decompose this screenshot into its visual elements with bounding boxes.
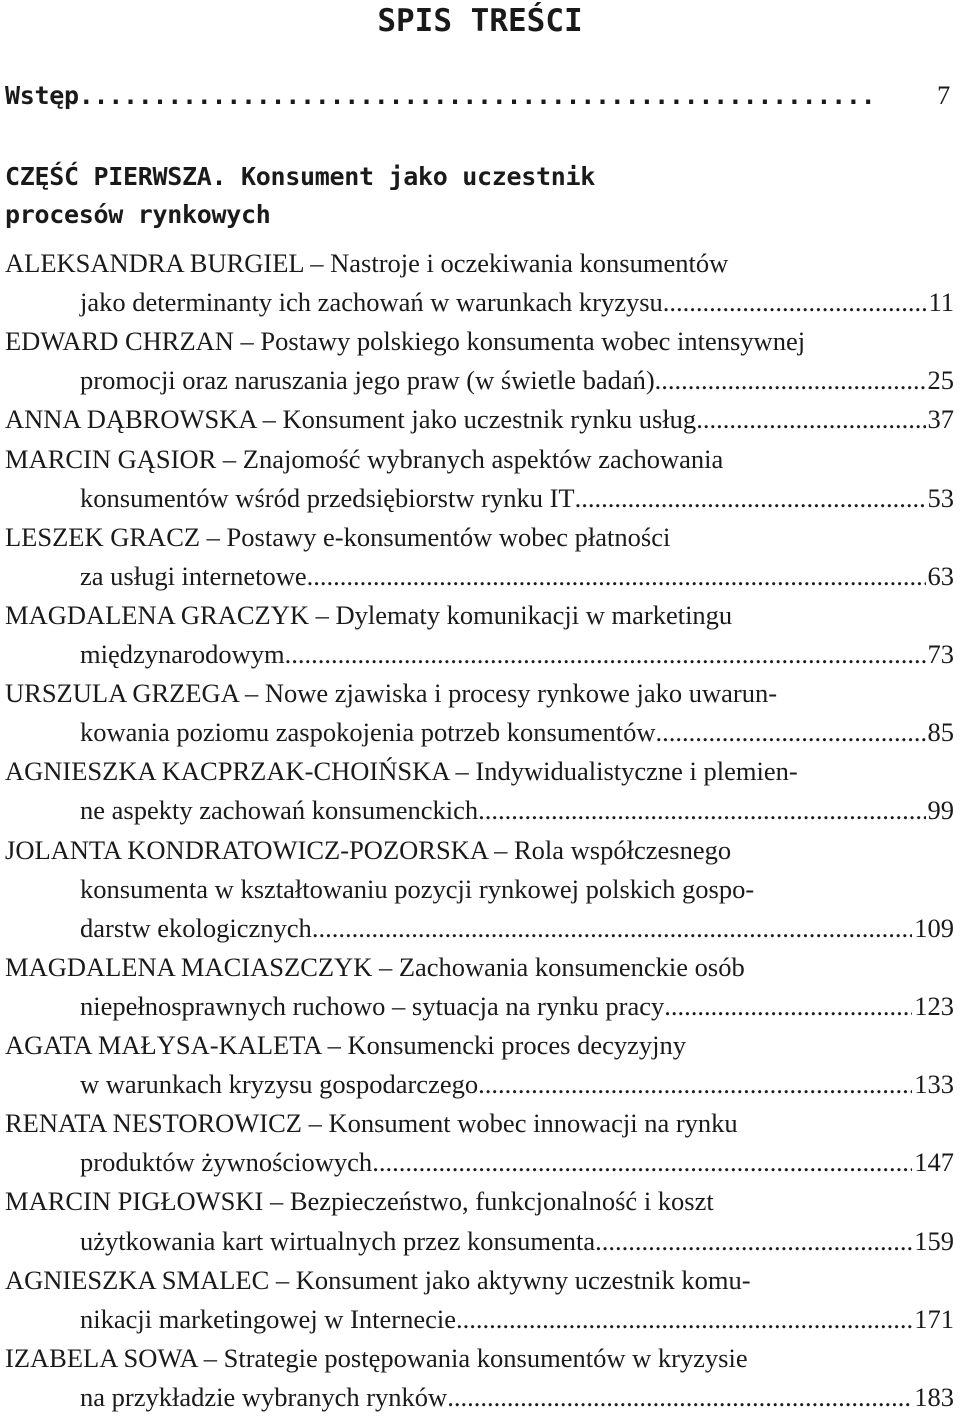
toc-entry-continuation-line[interactable]	[80, 1378, 954, 1417]
toc-entry-page-number: 63	[927, 561, 954, 591]
toc-entry-text: na przykładzie wybranych rynków	[80, 1382, 448, 1412]
toc-entry-title-line[interactable]	[5, 440, 723, 479]
toc-entry-page-number: 123	[914, 991, 954, 1021]
dot-leader	[656, 713, 926, 752]
page-title: SPIS TREŚCI	[377, 3, 583, 39]
toc-entry-continuation-line[interactable]	[80, 1143, 954, 1182]
toc-entry-page-number: 73	[927, 639, 954, 669]
toc-entry-continuation-line[interactable]	[80, 870, 754, 909]
dot-leader	[456, 1300, 912, 1339]
dot-leader	[478, 1065, 912, 1104]
toc-entry-title-line[interactable]	[5, 518, 670, 557]
toc-entry-page-number: 37	[927, 404, 954, 434]
toc-entry-title-line[interactable]	[5, 1339, 748, 1378]
toc-entry-continuation-line[interactable]	[80, 557, 954, 596]
toc-entry-continuation-line[interactable]	[80, 479, 954, 518]
toc-entry-title-line[interactable]	[5, 948, 745, 987]
part-heading-line-1: CZĘŚĆ PIERWSZA. Konsument jako uczestnik	[5, 162, 596, 191]
toc-entry-title-line[interactable]	[5, 1261, 751, 1300]
toc-entry-text: konsumentów wśród przedsiębiorstw rynku IT	[80, 483, 575, 513]
toc-entry-continuation-line[interactable]	[80, 987, 954, 1026]
toc-entry-text: w warunkach kryzysu gospodarczego	[80, 1069, 479, 1099]
toc-entry-text: LESZEK GRACZ – Postawy e-konsumentów wobec płatności	[5, 522, 671, 552]
toc-intro-page: 7	[937, 80, 950, 110]
toc-entry-continuation-line[interactable]	[80, 713, 954, 752]
toc-entry-page-number: 147	[914, 1147, 954, 1177]
toc-entry-page-number: 183	[914, 1382, 954, 1412]
toc-entry-title-line[interactable]	[5, 244, 728, 283]
toc-entry-text: produktów żywnościowych	[80, 1147, 373, 1177]
dot-leader	[312, 909, 912, 948]
part-heading-line-2: procesów rynkowych	[5, 200, 271, 229]
toc-entry-text: MAGDALENA GRACZYK – Dylematy komunikacji w marketingu	[5, 600, 733, 630]
toc-entry-title-line[interactable]	[5, 1104, 738, 1143]
toc-entry-text: AGNIESZKA KACPRZAK-CHOIŃSKA – Indywidualistyczne i plemien-	[5, 756, 798, 786]
toc-entry-text: IZABELA SOWA – Strategie postępowania konsumentów w kryzysie	[5, 1343, 748, 1373]
toc-entry-page-number: 11	[928, 287, 954, 317]
dot-leader	[79, 75, 879, 117]
toc-entry-text: ne aspekty zachowań konsumenckich	[80, 795, 479, 825]
toc-entry-text: niepełnosprawnych ruchowo – sytuacja na rynku pracy	[80, 991, 665, 1021]
toc-entry-page-number: 99	[927, 795, 954, 825]
toc-entry-title-line[interactable]	[5, 322, 805, 361]
toc-entry-title-line[interactable]	[5, 752, 798, 791]
toc-entry-text: konsumenta w kształtowaniu pozycji rynkowej polskich gospo-	[80, 874, 755, 904]
toc-entry-title-line[interactable]	[5, 596, 732, 635]
toc-entry-text: ANNA DĄBROWSKA – Konsument jako uczestnik rynku usług	[5, 404, 697, 434]
toc-entry-text: EDWARD CHRZAN – Postawy polskiego konsumenta wobec intensywnej	[5, 326, 806, 356]
toc-entry-page-number: 171	[914, 1304, 954, 1334]
toc-entry-text: kowania poziomu zaspokojenia potrzeb konsumentów	[80, 717, 656, 747]
dot-leader	[696, 400, 925, 439]
toc-entry-title-line[interactable]	[5, 831, 731, 870]
toc-entry-text: MARCIN PIGŁOWSKI – Bezpieczeństwo, funkcjonalność i koszt	[5, 1186, 714, 1216]
dot-leader	[663, 283, 927, 322]
toc-intro-label: Wstęp	[5, 81, 79, 110]
toc-entry-page-number: 25	[927, 365, 954, 395]
toc-entry-title-line[interactable]	[5, 1026, 686, 1065]
toc-entry-text: MARCIN GĄSIOR – Znajomość wybranych aspektów zachowania	[5, 444, 724, 474]
toc-entry-text: darstw ekologicznych	[80, 913, 312, 943]
toc-entry-title-line[interactable]	[5, 400, 954, 439]
dot-leader	[285, 635, 926, 674]
toc-entry-title-line[interactable]	[5, 1182, 714, 1221]
toc-entry-text: międzynarodowym	[80, 639, 285, 669]
toc-entry-text: jako determinanty ich zachowań w warunkach kryzysu	[80, 287, 663, 317]
dot-leader	[478, 791, 925, 830]
toc-entry-continuation-line[interactable]	[80, 283, 954, 322]
toc-entry-continuation-line[interactable]	[80, 1222, 954, 1261]
dot-leader	[575, 479, 926, 518]
toc-entry-page-number: 133	[914, 1069, 954, 1099]
dot-leader	[447, 1378, 912, 1417]
toc-entry-text: użytkowania kart wirtualnych przez konsumenta	[80, 1226, 596, 1256]
toc-entry-continuation-line[interactable]	[80, 1065, 954, 1104]
toc-entry-text: AGATA MAŁYSA-KALETA – Konsumencki proces decyzyjny	[5, 1030, 686, 1060]
toc-entry-continuation-line[interactable]	[80, 1300, 954, 1339]
toc-entry-text: za usługi internetowe	[80, 561, 307, 591]
toc-intro-entry[interactable]	[5, 74, 950, 116]
toc-entry-page-number: 109	[914, 913, 954, 943]
toc-entry-text: ALEKSANDRA BURGIEL – Nastroje i oczekiwania konsumentów	[5, 248, 729, 278]
dot-leader	[655, 361, 926, 400]
toc-entry-continuation-line[interactable]	[80, 909, 954, 948]
toc-entry-text: JOLANTA KONDRATOWICZ-POZORSKA – Rola współczesnego	[5, 835, 732, 865]
dot-leader	[307, 557, 926, 596]
toc-entry-page-number: 85	[927, 717, 954, 747]
dot-leader	[664, 987, 912, 1026]
toc-entry-page-number: 159	[914, 1226, 954, 1256]
toc-entry-text: RENATA NESTOROWICZ – Konsument wobec innowacji na rynku	[5, 1108, 738, 1138]
toc-entry-continuation-line[interactable]	[80, 361, 954, 400]
toc-entry-text: URSZULA GRZEGA – Nowe zjawiska i procesy rynkowe jako uwarun-	[5, 678, 778, 708]
toc-entry-continuation-line[interactable]	[80, 791, 954, 830]
toc-entry-title-line[interactable]	[5, 674, 777, 713]
toc-entry-continuation-line[interactable]	[80, 635, 954, 674]
dot-leader	[372, 1143, 912, 1182]
toc-entry-text: MAGDALENA MACIASZCZYK – Zachowania konsumenckie osób	[5, 952, 745, 982]
toc-entry-text: AGNIESZKA SMALEC – Konsument jako aktywny uczestnik komu-	[5, 1265, 751, 1295]
toc-entry-text: nikacji marketingowej w Internecie	[80, 1304, 456, 1334]
toc-entry-page-number: 53	[927, 483, 954, 513]
dot-leader	[595, 1222, 912, 1261]
toc-entry-text: promocji oraz naruszania jego praw (w świetle badań)	[80, 365, 655, 395]
